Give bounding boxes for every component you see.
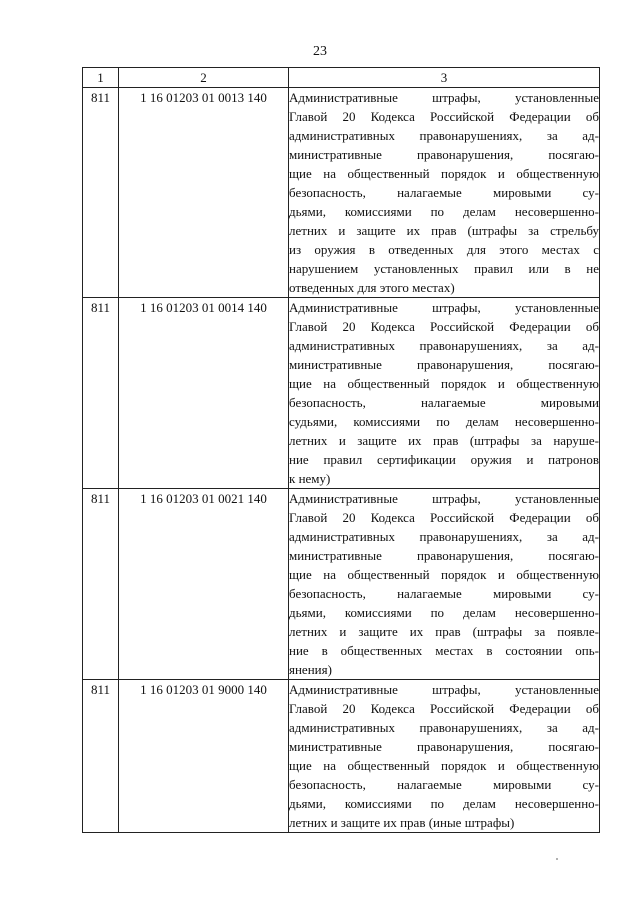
column-header-1: 1 (83, 68, 119, 88)
description-line: летних и защите их прав (иные штрафы) (289, 815, 515, 830)
description-line: административных правонарушениях, за ад- (289, 338, 599, 353)
description-line: безопасность, налагаемые мировыми су- (289, 586, 599, 601)
page-number: 23 (313, 44, 327, 59)
description-line: к нему) (289, 471, 331, 486)
scan-speck (556, 858, 558, 860)
description-line: административных правонарушениях, за ад- (289, 720, 599, 735)
description-line: дьями, комиссиями по делам несовершенно- (289, 605, 599, 620)
kbk-code-cell: 1 16 01203 01 9000 140 (119, 680, 289, 833)
budget-codes-table (82, 67, 600, 833)
table-row (83, 88, 600, 298)
description-line: Административные штрафы, установленные (289, 300, 599, 315)
description-line: щие на общественный порядок и общественную (289, 376, 599, 391)
kbk-code-cell: 1 16 01203 01 0021 140 (119, 489, 289, 680)
description-line: Главой 20 Кодекса Российской Федерации об (289, 701, 599, 716)
admin-code-cell: 811 (83, 680, 119, 833)
description-line: ние правил сертификации оружия и патронов (289, 452, 599, 467)
column-header-2: 2 (119, 68, 289, 88)
description-line: Главой 20 Кодекса Российской Федерации об (289, 109, 599, 124)
admin-code-cell: 811 (83, 489, 119, 680)
table-row (83, 298, 600, 489)
description-line: щие на общественный порядок и общественную (289, 166, 599, 181)
description-line: дьями, комиссиями по делам несовершенно- (289, 796, 599, 811)
table-row (83, 489, 600, 680)
description-line: министративные правонарушения, посягаю- (289, 357, 599, 372)
description-line: янения) (289, 662, 332, 677)
description-cell (289, 489, 600, 680)
column-header-3: 3 (289, 68, 600, 88)
description-line: Административные штрафы, установленные (289, 682, 599, 697)
admin-code-cell: 811 (83, 88, 119, 298)
description-cell (289, 298, 600, 489)
description-line: щие на общественный порядок и общественную (289, 567, 599, 582)
description-line: безопасность, налагаемые мировыми су- (289, 777, 599, 792)
table-row (83, 680, 600, 833)
description-line: безопасность, налагаемые мировыми (289, 395, 599, 410)
description-line: дьями, комиссиями по делам несовершенно- (289, 204, 599, 219)
admin-code-cell: 811 (83, 298, 119, 489)
description-line: летних и защите их прав (штрафы за появле- (289, 624, 599, 639)
kbk-code-cell: 1 16 01203 01 0014 140 (119, 298, 289, 489)
description-line: Главой 20 Кодекса Российской Федерации об (289, 510, 599, 525)
description-line: Административные штрафы, установленные (289, 491, 599, 506)
description-line: Административные штрафы, установленные (289, 90, 599, 105)
description-line: министративные правонарушения, посягаю- (289, 548, 599, 563)
description-line: административных правонарушениях, за ад- (289, 128, 599, 143)
description-line: министративные правонарушения, посягаю- (289, 739, 599, 754)
description-line: административных правонарушениях, за ад- (289, 529, 599, 544)
description-cell (289, 88, 600, 298)
description-line: министративные правонарушения, посягаю- (289, 147, 599, 162)
table-header-row (83, 68, 600, 88)
description-line: нарушением установленных правил или в не (289, 261, 599, 276)
description-line: летних и защите их прав (штрафы за наруше- (289, 433, 599, 448)
description-line: из оружия в отведенных для этого местах с (289, 242, 599, 257)
description-line: летних и защите их прав (штрафы за стрельбу (289, 223, 599, 238)
description-line: судьями, комиссиями по делам несовершенно- (289, 414, 599, 429)
description-line: отведенных для этого местах) (289, 280, 455, 295)
description-line: щие на общественный порядок и общественную (289, 758, 599, 773)
description-cell (289, 680, 600, 833)
kbk-code-cell: 1 16 01203 01 0013 140 (119, 88, 289, 298)
description-line: Главой 20 Кодекса Российской Федерации об (289, 319, 599, 334)
description-line: ние в общественных местах в состоянии опь- (289, 643, 599, 658)
description-line: безопасность, налагаемые мировыми су- (289, 185, 599, 200)
